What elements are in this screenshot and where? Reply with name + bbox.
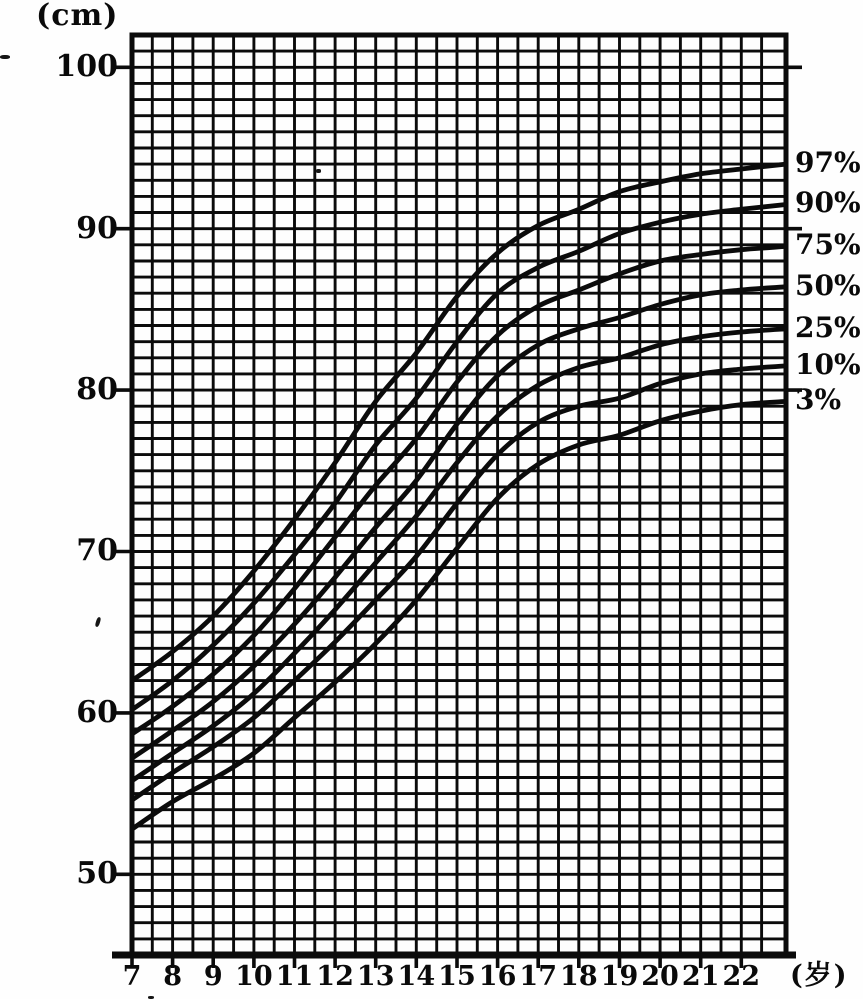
x-tick-label-8: 8 [163,961,182,992]
x-tick-label-7: 7 [122,961,142,992]
y-tick-label-80: 80 [76,372,118,408]
x-tick-label-21: 21 [681,961,720,992]
x-tick-label-22: 22 [722,961,761,992]
y-tick-label-60: 60 [76,694,118,730]
x-tick-label-10: 10 [235,961,273,992]
x-tick-label-11: 11 [275,961,314,992]
y-tick-label-70: 70 [76,533,118,569]
y-tick-label-50: 50 [76,856,118,892]
series-label-3: 3% [795,383,842,417]
x-tick-label-18: 18 [560,961,598,992]
y-tick-label-90: 90 [76,210,118,246]
x-tick-label-20: 20 [641,961,679,992]
x-tick-label-13: 13 [356,961,395,992]
y-tick-label-100: 100 [55,49,118,85]
series-label-50: 50% [795,268,861,302]
series-label-97: 97% [795,146,861,180]
series-label-75: 75% [795,228,861,262]
x-tick-label-15: 15 [438,961,476,992]
scan-speck [0,55,10,59]
x-tick-label-12: 12 [316,961,354,992]
y-axis-unit-label: (cm) [36,0,119,33]
plot-border [132,35,786,955]
series-label-10: 10% [795,347,861,381]
x-tick-label-9: 9 [203,961,223,992]
x-tick-label-16: 16 [478,961,517,992]
x-tick-label-17: 17 [519,961,557,992]
x-axis-unit-label: (岁) [790,960,849,991]
series-label-25: 25% [795,310,861,344]
series-label-90: 90% [795,186,861,220]
percentile-curve-75 [132,246,786,734]
x-tick-label-19: 19 [600,961,639,992]
x-tick-label-14: 14 [397,961,436,992]
scan-speck [316,169,321,173]
